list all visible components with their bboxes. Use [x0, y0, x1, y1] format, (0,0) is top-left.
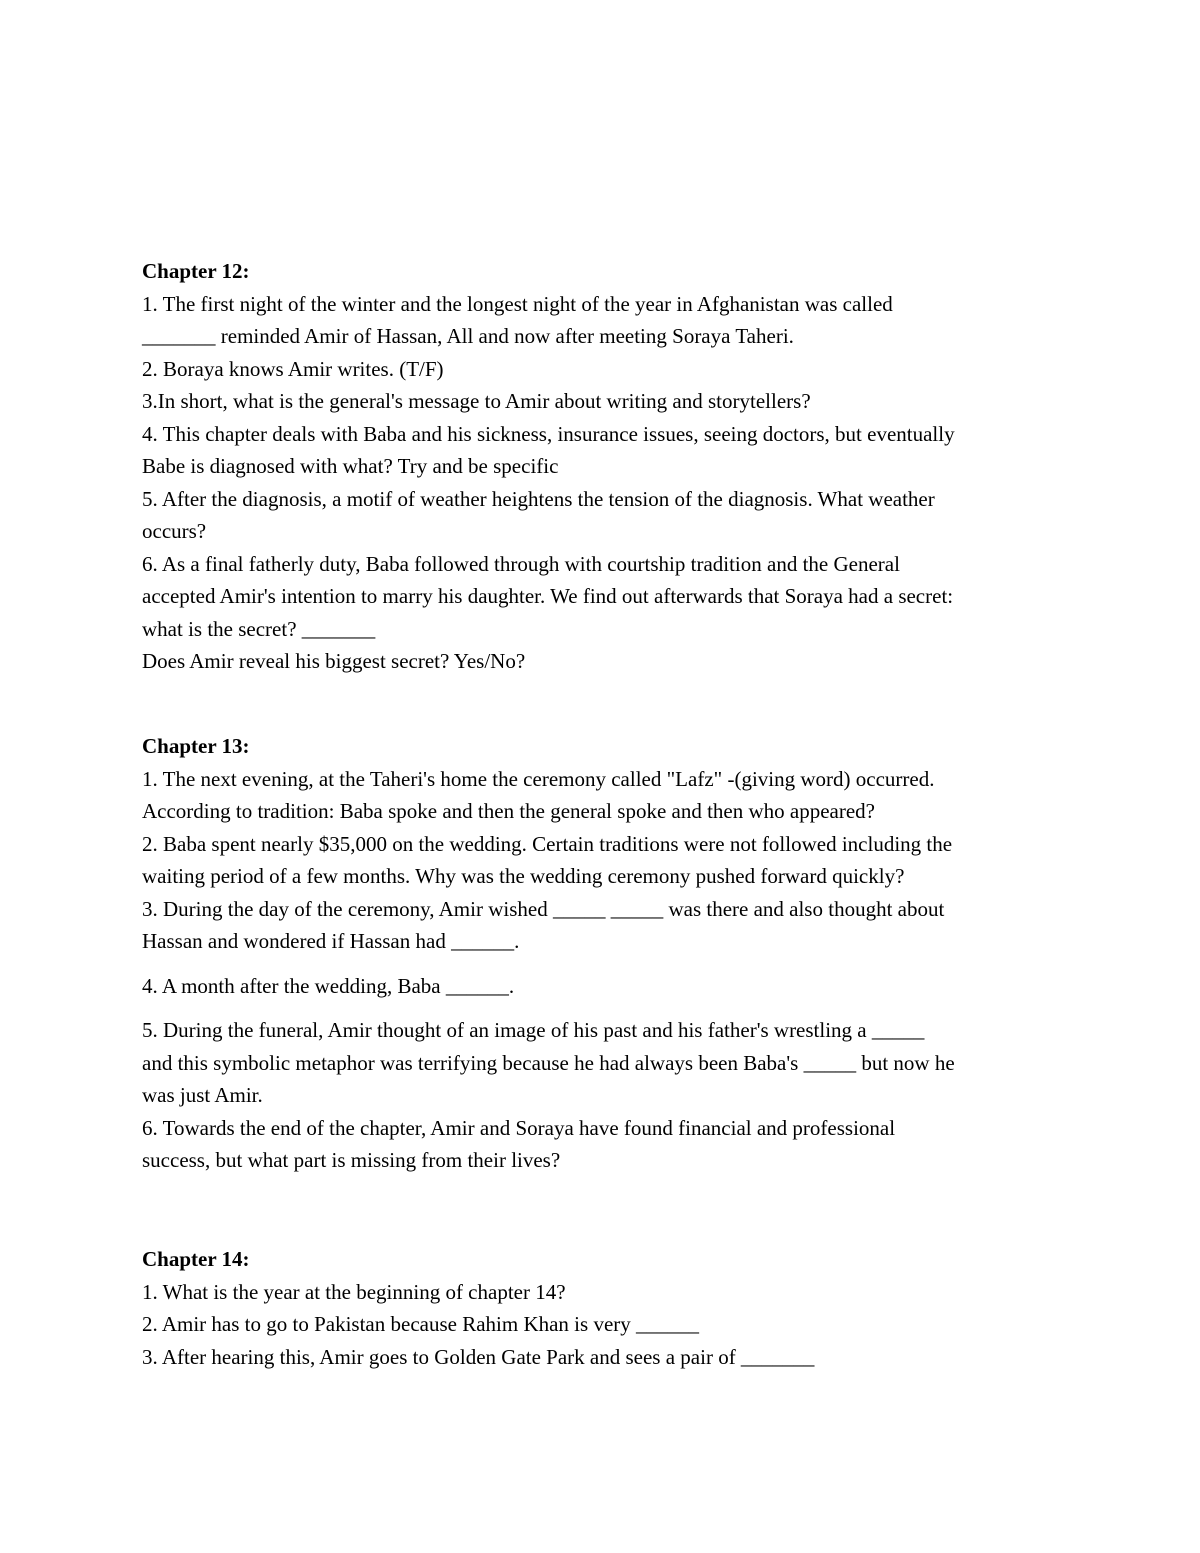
question-line: was just Amir. [142, 1083, 263, 1107]
question-line: According to tradition: Baba spoke and then the general spoke and then who appeared? [142, 799, 876, 823]
question-line: 1. What is the year at the beginning of chapter 14? [142, 1279, 566, 1304]
question-line: 2. Baba spent nearly $35,000 on the wedding. Certain traditions were not followed including the [142, 831, 953, 856]
question-line: 2. Amir has to go to Pakistan because Rahim Khan is very ______ [142, 1312, 700, 1336]
question-line: what is the secret? _______ [142, 616, 376, 641]
question-line: 6. As a final fatherly duty, Baba followed through with courtship tradition and the General [142, 551, 900, 576]
question-line: accepted Amir's intention to marry his daughter. We find out afterwards that Soraya had a secret: [142, 584, 954, 608]
question-line: 4. This chapter deals with Baba and his sickness, insurance issues, seeing doctors, but eventually [142, 421, 955, 446]
question-line: 3.In short, what is the general's message to Amir about writing and storytellers? [142, 389, 811, 413]
chapter-14-section [142, 1243, 1072, 1373]
question-line: 4. A month after the wedding, Baba ______. [142, 973, 515, 998]
question-line: 3. After hearing this, Amir goes to Golden Gate Park and sees a pair of _______ [142, 1344, 815, 1369]
question-line: Hassan and wondered if Hassan had ______. [142, 929, 520, 953]
question-line: 1. The next evening, at the Taheri's home the ceremony called "Lafz" -(giving word) occurred. [142, 766, 935, 791]
question-line: Babe is diagnosed with what? Try and be specific [142, 454, 559, 478]
question-line: Does Amir reveal his biggest secret? Yes/No? [142, 649, 526, 673]
question-line: 2. Boraya knows Amir writes. (T/F) [142, 356, 444, 381]
question-line: _______ reminded Amir of Hassan, All and now after meeting Soraya Taheri. [142, 324, 794, 348]
question-line: 5. After the diagnosis, a motif of weather heightens the tension of the diagnosis. What weather [142, 486, 935, 511]
chapter-13-heading: Chapter 13: [142, 734, 250, 758]
question-line: waiting period of a few months. Why was the wedding ceremony pushed forward quickly? [142, 864, 905, 888]
question-line: success, but what part is missing from their lives? [142, 1148, 561, 1172]
question-line: 5. During the funeral, Amir thought of an image of his past and his father's wrestling a _____ [142, 1018, 925, 1042]
chapter-12-heading: Chapter 12: [142, 259, 250, 283]
question-line: 3. During the day of the ceremony, Amir wished _____ _____ was there and also thought about [142, 896, 945, 921]
question-line: 1. The first night of the winter and the longest night of the year in Afghanistan was called [142, 291, 893, 316]
question-line: occurs? [142, 519, 207, 543]
chapter-12-section [142, 255, 1072, 678]
chapter-14-heading: Chapter 14: [142, 1247, 250, 1271]
chapter-13-section [142, 730, 1072, 1177]
question-line: 6. Towards the end of the chapter, Amir and Soraya have found financial and professional [142, 1115, 896, 1140]
question-line: and this symbolic metaphor was terrifying because he had always been Baba's _____ but now he [142, 1050, 955, 1075]
